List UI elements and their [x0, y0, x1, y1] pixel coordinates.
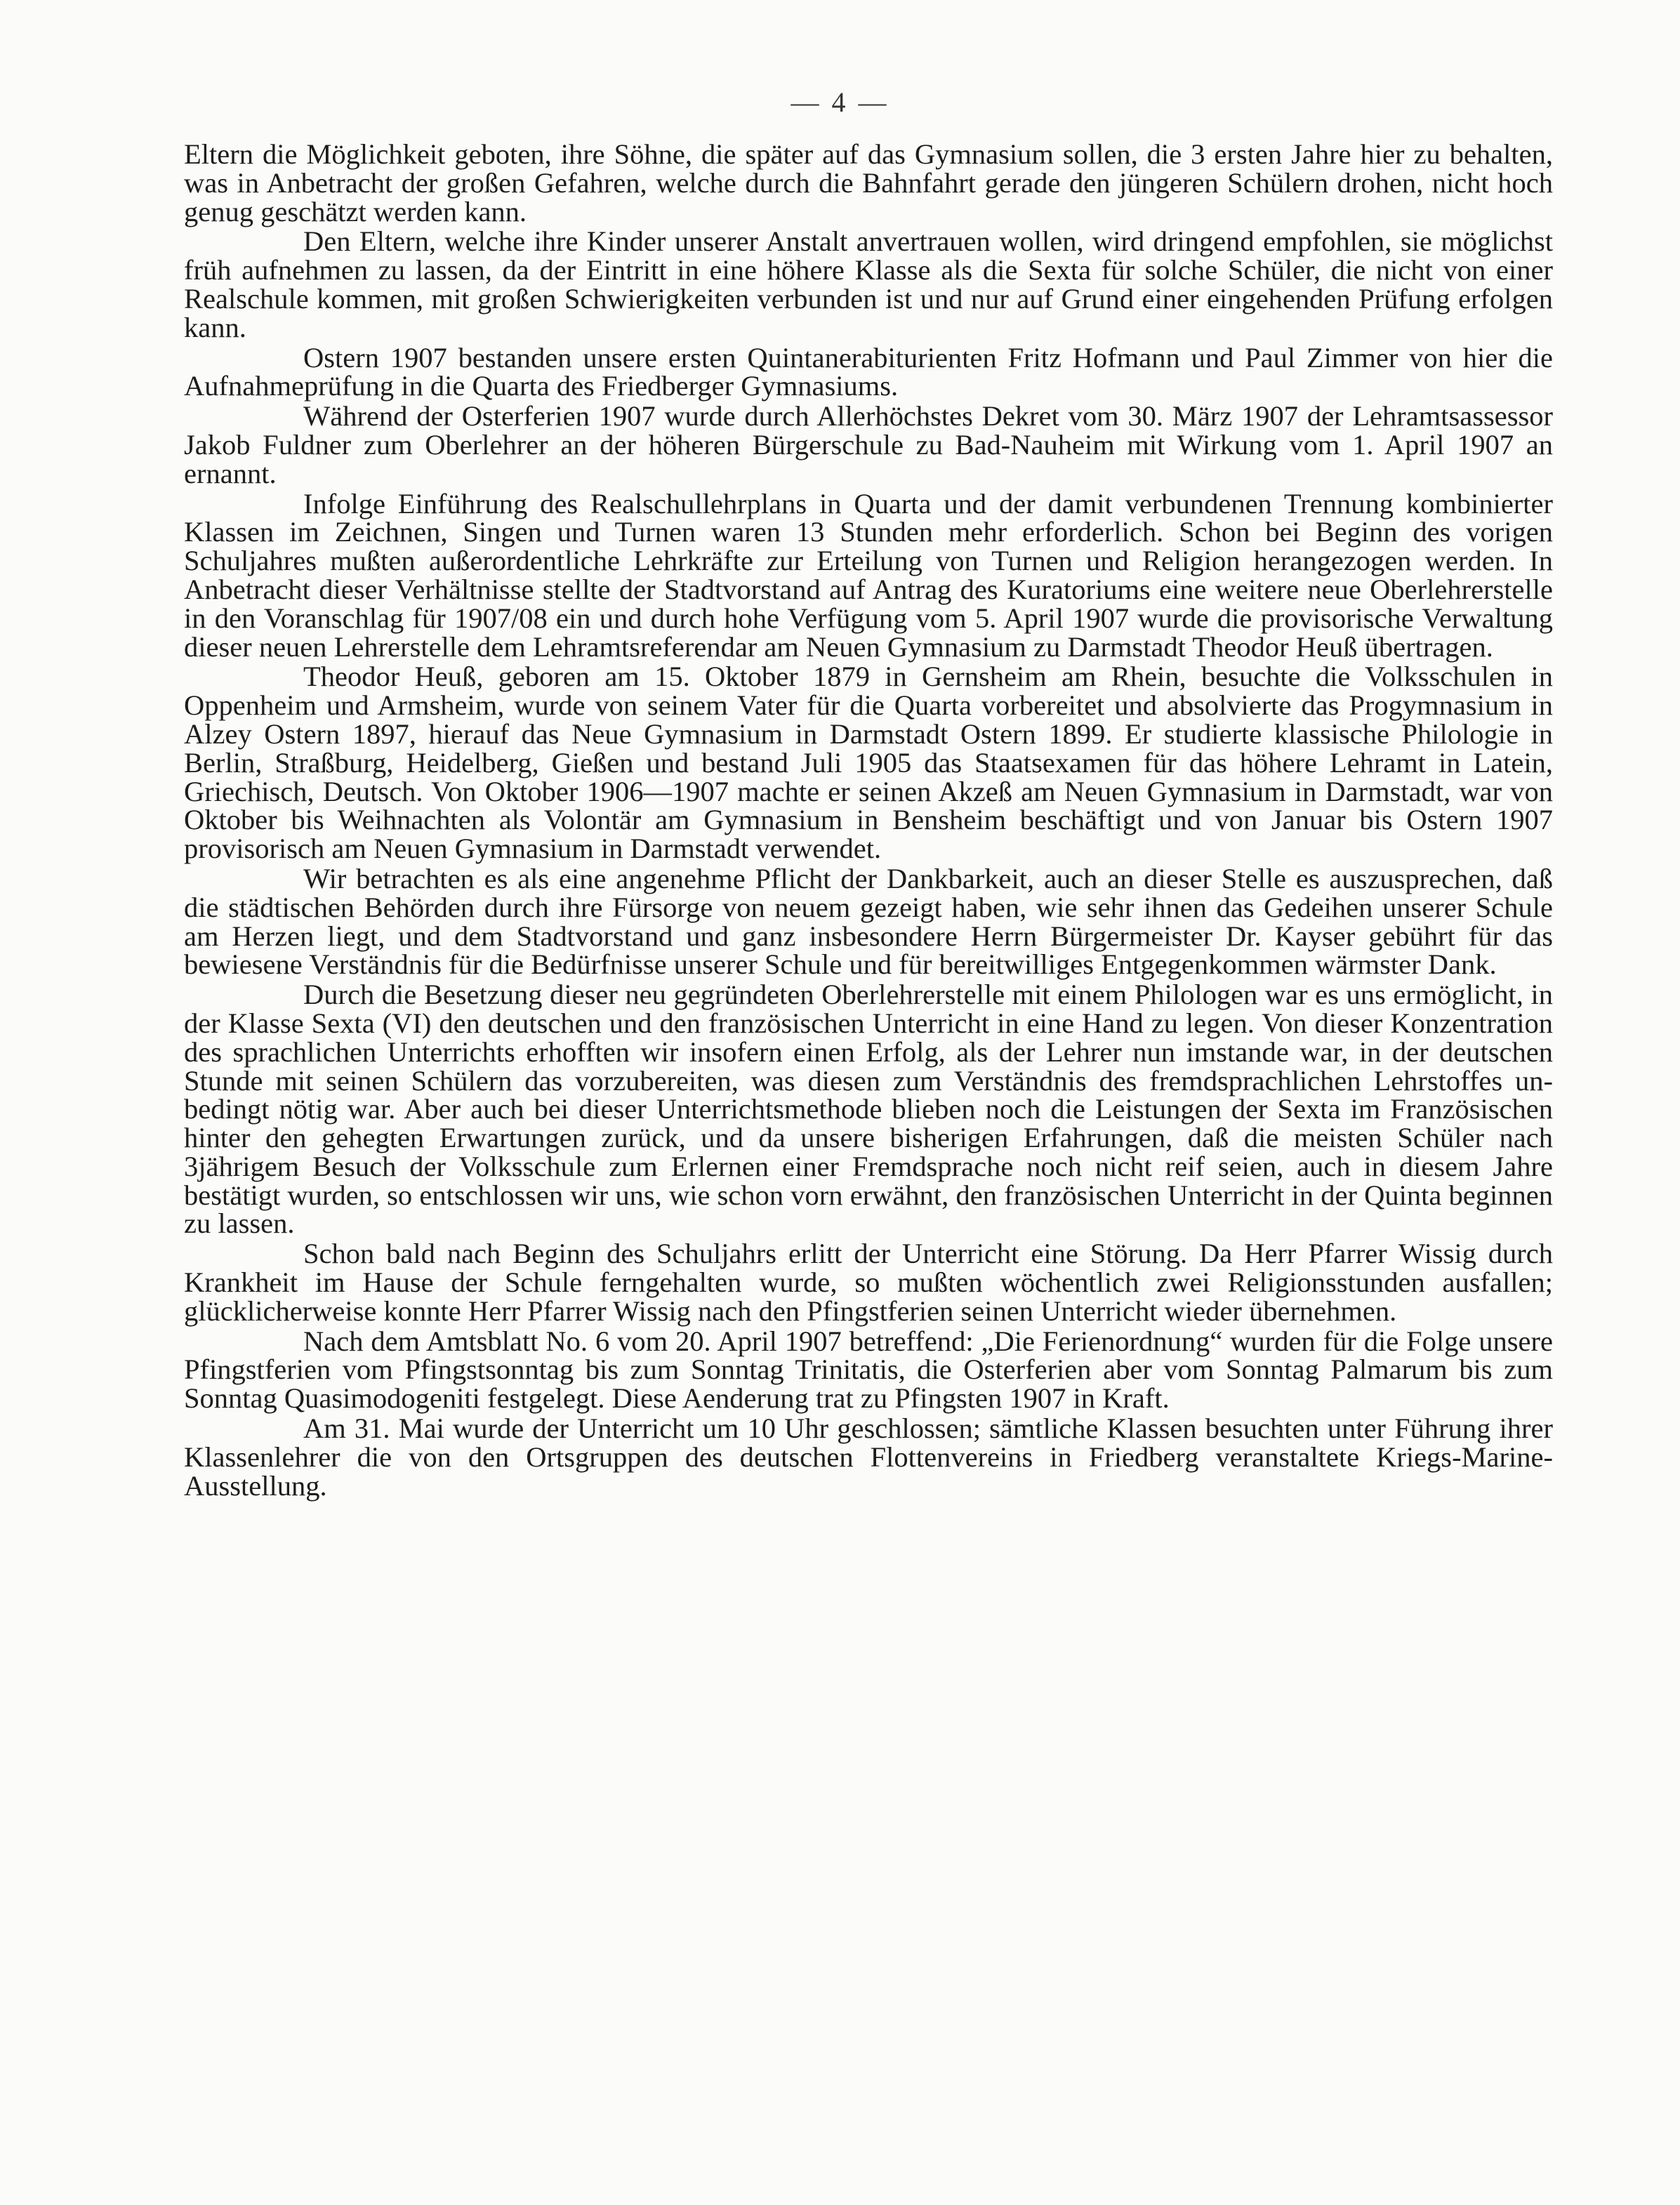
paragraph: Durch die Besetzung dieser neu gegründeten Oberlehrerstelle mit einem Philologen war es uns ermöglicht, in der Klasse Sexta (VI) den deutschen und den französischen Unterricht in eine Hand zu legen. Von dieser Konzentration des sprachlichen Unterrichts erhofften wir insofern einen Erfolg, als der Lehrer nun imstande war, in der deutschen Stunde mit seinen Schülern das vorzubereiten, was diesen zum Verständnis des fremdsprachlichen Lehrstoffes unbedingt nötig war. Aber auch bei dieser Unterrichtsmethode blieben noch die Leistungen der Sexta im Französischen hinter den gehegten Erwartungen zurück, und da unsere bisherigen Erfahrungen, daß die meisten Schüler nach 3jährigem Besuch der Volksschule zum Erlernen einer Fremdsprache noch nicht reif seien, auch in diesem Jahre bestätigt wurden, so entschlossen wir uns, wie schon vorn erwähnt, den französischen Unterricht in der Quinta beginnen zu lassen.	[184, 979, 1553, 1240]
paragraph: Wir betrachten es als eine angenehme Pflicht der Dankbarkeit, auch an dieser Stelle es auszusprechen, daß die städtischen Behörden durch ihre Fürsorge von neuem gezeigt haben, wie sehr ihnen das Gedeihen unserer Schule am Herzen liegt, und dem Stadtvorstand und ganz insbesondere Herrn Bürgermeister Dr. Kayser gebührt für das bewiesene Verständnis für die Bedürfnisse unserer Schule und für bereitwilliges Entgegenkommen wärmster Dank.	[184, 862, 1553, 981]
paragraph: Schon bald nach Beginn des Schuljahrs erlitt der Unterricht eine Störung. Da Herr Pfarrer Wissig durch Krankheit im Hause der Schule ferngehalten wurde, so mußten wöchentlich zwei Religionsstunden ausfallen; glücklicherweise konnte Herr Pfarrer Wissig nach den Pfingstferien seinen Unterricht wieder übernehmen.	[184, 1238, 1553, 1327]
paragraph: Den Eltern, welche ihre Kinder unserer Anstalt anvertrauen wollen, wird dringend empfohlen, sie möglichst früh aufnehmen zu lassen, da der Eintritt in eine höhere Klasse als die Sexta für solche Schüler, die nicht von einer Realschule kommen, mit großen Schwierigkeiten verbunden ist und nur auf Grund einer eingehenden Prüfung erfolgen kann.	[184, 225, 1553, 343]
paragraph: Infolge Einführung des Realschullehrplans in Quarta und der damit verbundenen Trennung kombinierter Klassen im Zeichnen, Singen und Turnen waren 13 Stunden mehr erforderlich. Schon bei Beginn des vorigen Schuljahres mußten außerordentliche Lehrkräfte zur Erteilung von Turnen und Religion herangezogen werden. In Anbetracht dieser Verhältnisse stellte der Stadtvorstand auf Antrag des Kuratoriums eine weitere neue Oberlehrerstelle in den Voranschlag für 1907/08 ein und durch hohe Verfügung vom 5. April 1907 wurde die provisorische Verwaltung dieser neuen Lehrerstelle dem Lehramtsreferendar am Neuen Gymnasium zu Darmstadt Theodor Heuß übertragen.	[184, 487, 1553, 663]
paragraph: Eltern die Möglichkeit geboten, ihre Söhne, die später auf das Gymnasium sollen, die 3 ersten Jahre hier zu behalten, was in Anbetracht der großen Gefahren, welche durch die Bahnfahrt gerade den jüngeren Schülern drohen, nicht hoch genug geschätzt werden kann.	[184, 138, 1553, 227]
paragraph: Theodor Heuß, geboren am 15. Oktober 1879 in Gernsheim am Rhein, besuchte die Volksschulen in Oppenheim und Armsheim, wurde von seinem Vater für die Quarta vorbereitet und absolvierte das Progymnasium in Alzey Ostern 1897, hierauf das Neue Gymnasium in Darmstadt Ostern 1899. Er studierte klassische Philologie in Berlin, Straßburg, Heidelberg, Gießen und bestand Juli 1905 das Staatsexamen für das höhere Lehramt in Latein, Griechisch, Deutsch. Von Oktober 1906—1907 machte er seinen Akzeß am Neuen Gymnasium in Darmstadt, war von Oktober bis Weihnachten als Volontär am Gymnasium in Bensheim beschäftigt und von Januar bis Ostern 1907 provisorisch am Neuen Gymnasium in Darmstadt verwendet.	[184, 661, 1553, 865]
body-text	[184, 140, 1553, 1502]
page-number: — 4 —	[791, 86, 889, 118]
paragraph: Ostern 1907 bestanden unsere ersten Quintanerabiturienten Fritz Hofmann und Paul Zimmer von hier die Aufnahmeprüfung in die Quarta des Friedberger Gymnasiums.	[184, 341, 1553, 402]
paragraph: Am 31. Mai wurde der Unterricht um 10 Uhr geschlossen; sämtliche Klassen besuchten unter Führung ihrer Klassenlehrer die von den Ortsgruppen des deutschen Flottenvereins in Friedberg veranstaltete Kriegs-Marine-Ausstellung.	[184, 1412, 1553, 1502]
paragraph: Nach dem Amtsblatt No. 6 vom 20. April 1907 betreffend: „Die Ferienordnung“ wurden für die Folge unsere Pfingstferien vom Pfingstsonntag bis zum Sonntag Trinitatis, die Osterferien aber vom Sonntag Palmarum bis zum Sonntag Quasimodogeniti festgelegt. Diese Aenderung trat zu Pfingsten 1907 in Kraft.	[184, 1325, 1553, 1415]
paragraph: Während der Osterferien 1907 wurde durch Allerhöchstes Dekret vom 30. März 1907 der Lehramtsassessor Jakob Fuldner zum Oberlehrer an der höheren Bürgerschule zu Bad-Nauheim mit Wirkung vom 1. April 1907 an ernannt.	[184, 400, 1553, 489]
